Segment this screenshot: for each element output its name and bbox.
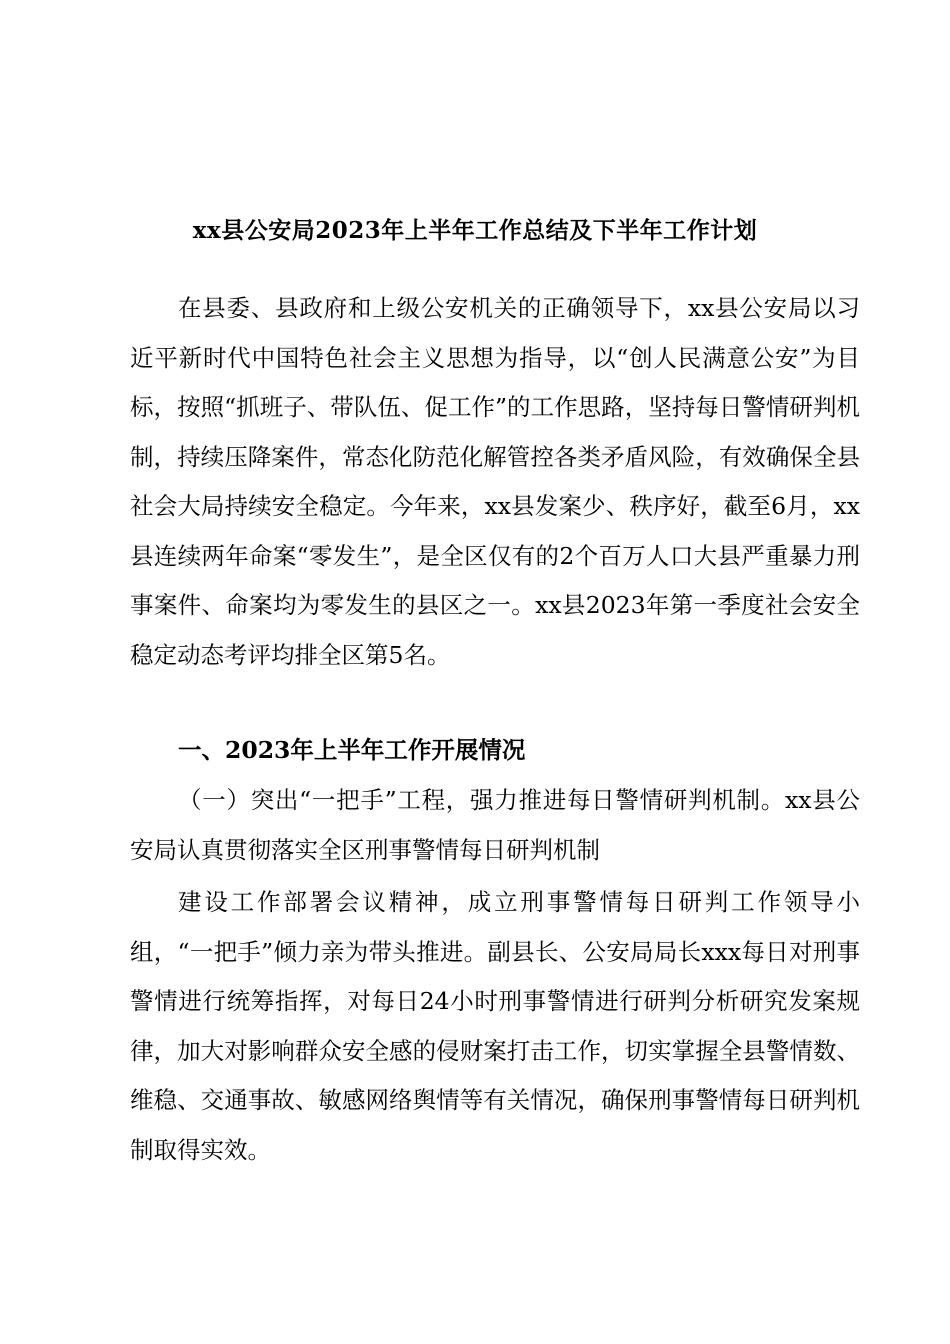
subsection-1-paragraph: （一）突出“一把手”工程，强力推进每日警情研判机制。xx县公安局认真贯彻落实全区刑事警情每日研判机制 xyxy=(130,786,860,864)
intro-paragraph: 在县委、县政府和上级公安机关的正确领导下，xx县公安局以习近平新时代中国特色社会主义思想为指导，以“创人民满意公安”为目标，按照“抓班子、带队伍、促工作”的工作思路，坚持每日警情研判机制，持续压降案件，常态化防范化解管控各类矛盾风险，有效确保全县社会大局持续安全稳定。今年来，xx县发案少、秩序好，截至6月，xx县连续两年命案“零发生”，是全区仅有的2个百万人口大县严重暴力刑事案件、命案均为零发生的县区之一。xx县2023年第一季度社会安全稳定动态考评均排全区第5名。 xyxy=(130,294,860,669)
document-title: xx县公安局2023年上半年工作总结及下半年工作计划 xyxy=(192,217,758,244)
section-heading-1: 一、2023年上半年工作开展情况 xyxy=(178,736,526,764)
subsection-1-body: 建设工作部署会议精神，成立刑事警情每日研判工作领导小组，“一把手”倾力亲为带头推进。副县长、公安局局长xxx每日对刑事警情进行统筹指挥，对每日24小时刑事警情进行研判分析研究发案规律，加大对影响群众安全感的侵财案打击工作，切实掌握全县警情数、维稳、交通事故、敏感网络舆情等有关情况，确保刑事警情每日研判机制取得实效。 xyxy=(130,888,860,1164)
